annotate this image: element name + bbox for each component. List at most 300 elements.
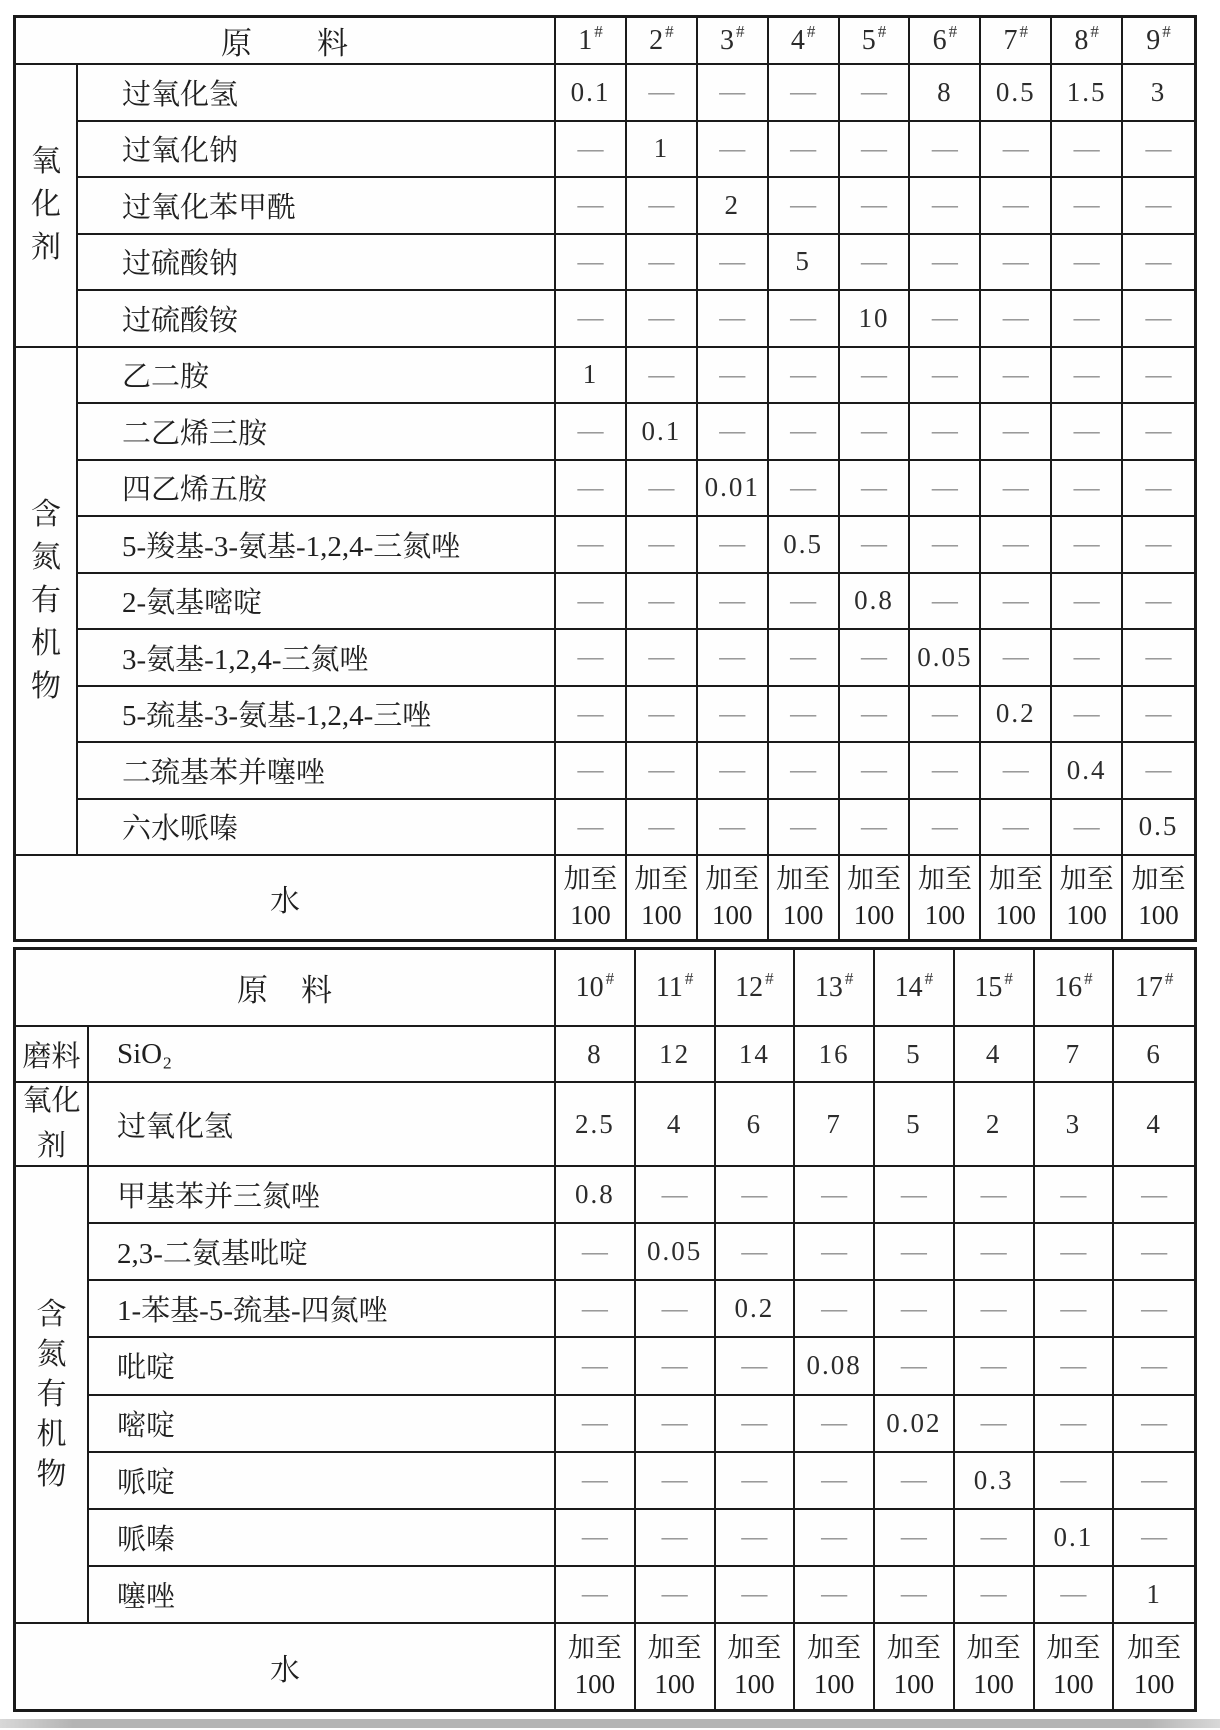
- value-cell: —: [840, 743, 911, 800]
- value-cell: —: [1123, 348, 1194, 405]
- value-cell: —: [716, 1567, 796, 1624]
- value-cell: 1: [1114, 1567, 1194, 1624]
- group-label-char: 剂: [31, 231, 61, 265]
- water-value-line: 加至: [705, 864, 760, 894]
- value-cell: —: [981, 178, 1052, 235]
- water-value-line: 加至: [1046, 1633, 1101, 1663]
- sample-column-header: [627, 18, 698, 65]
- ingredient-name: 六水哌嗪: [78, 800, 556, 857]
- sample-number: 3: [719, 24, 734, 56]
- value-cell: 2: [698, 178, 769, 235]
- value-cell: —: [627, 743, 698, 800]
- value-cell: —: [1035, 1453, 1115, 1510]
- value-cell: —: [1114, 1281, 1194, 1338]
- sample-column-header: [981, 18, 1052, 65]
- value-cell: —: [627, 348, 698, 405]
- value-cell: —: [875, 1224, 955, 1281]
- value-cell: —: [1114, 1338, 1194, 1395]
- ingredient-name: 过硫酸铵: [78, 291, 556, 348]
- water-value-line: 100: [711, 900, 753, 930]
- value-cell: —: [627, 178, 698, 235]
- sample-number-sup-icon: #: [1164, 968, 1174, 988]
- value-cell: —: [769, 65, 840, 122]
- water-value-cell: [1052, 856, 1123, 939]
- value-cell: —: [556, 235, 627, 292]
- sample-column-header: [1123, 18, 1194, 65]
- value-cell: —: [981, 461, 1052, 518]
- value-cell: —: [840, 800, 911, 857]
- value-cell: —: [910, 178, 981, 235]
- ingredient-name: 乙二胺: [78, 348, 556, 405]
- ingredient-name: 2,3-二氨基吡啶: [89, 1224, 556, 1281]
- value-cell: —: [636, 1167, 716, 1224]
- water-value-line: 加至: [988, 864, 1043, 894]
- ingredient-name: 噻唑: [89, 1567, 556, 1624]
- group-label-char: 机: [31, 626, 61, 660]
- value-cell: —: [955, 1510, 1035, 1567]
- sample-number: 10: [575, 971, 604, 1003]
- value-cell: —: [910, 348, 981, 405]
- value-cell: —: [716, 1224, 796, 1281]
- water-row-label: 水: [16, 1624, 556, 1709]
- value-cell: —: [1035, 1338, 1115, 1395]
- water-value-cell: [875, 1624, 955, 1709]
- value-cell: —: [698, 235, 769, 292]
- value-cell: —: [955, 1167, 1035, 1224]
- water-value-cell: [1114, 1624, 1194, 1709]
- sample-column-header: [698, 18, 769, 65]
- sample-column-header: [636, 950, 716, 1027]
- value-cell: —: [840, 404, 911, 461]
- sample-column-header: [955, 950, 1035, 1027]
- value-cell: 0.1: [1035, 1510, 1115, 1567]
- water-value-cell: [840, 856, 911, 939]
- water-value-line: 加至: [846, 864, 901, 894]
- value-cell: —: [955, 1224, 1035, 1281]
- value-cell: —: [556, 687, 627, 744]
- sample-number-sup-icon: #: [1090, 21, 1099, 41]
- value-cell: —: [716, 1167, 796, 1224]
- sample-number: 15: [974, 971, 1003, 1003]
- material-column-header: 原 料: [16, 18, 556, 65]
- value-cell: —: [795, 1281, 875, 1338]
- group-label-char: 氮: [36, 1337, 67, 1371]
- sample-number: 6: [932, 24, 947, 56]
- value-cell: —: [556, 1567, 636, 1624]
- value-cell: 0.1: [556, 65, 627, 122]
- sample-number-sup-icon: #: [1084, 968, 1093, 988]
- water-value-cell: [698, 856, 769, 939]
- value-cell: —: [1052, 348, 1123, 405]
- sample-number-sup-icon: #: [924, 968, 934, 988]
- water-value-cell: [556, 856, 627, 939]
- value-cell: —: [981, 517, 1052, 574]
- value-cell: 0.1: [627, 404, 698, 461]
- value-cell: —: [769, 178, 840, 235]
- value-cell: —: [981, 800, 1052, 857]
- value-cell: —: [795, 1224, 875, 1281]
- value-cell: —: [769, 461, 840, 518]
- value-cell: —: [1035, 1396, 1115, 1453]
- value-cell: 0.01: [698, 461, 769, 518]
- water-value-line: 100: [1053, 1669, 1094, 1699]
- water-value-line: 100: [1138, 900, 1179, 930]
- value-cell: —: [716, 1453, 796, 1510]
- value-cell: 8: [910, 65, 981, 122]
- group-label-char: 机: [36, 1417, 67, 1451]
- value-cell: —: [981, 574, 1052, 631]
- sample-number-sup-icon: #: [1019, 21, 1029, 41]
- sample-number-sup-icon: #: [1162, 21, 1171, 41]
- group-label-char: 含: [36, 1297, 67, 1331]
- formulation-table-samples-1-9: [13, 15, 1197, 942]
- value-cell: 0.5: [1123, 800, 1194, 857]
- value-cell: 12: [636, 1027, 716, 1083]
- sample-column-header: [556, 18, 627, 65]
- value-cell: 6: [1114, 1027, 1194, 1083]
- value-cell: —: [910, 800, 981, 857]
- sample-number: 5: [861, 24, 876, 56]
- water-value-line: 加至: [1059, 864, 1114, 894]
- value-cell: —: [1052, 178, 1123, 235]
- value-cell: 0.8: [840, 574, 911, 631]
- group-label-char: 氮: [31, 540, 61, 574]
- value-cell: 5: [875, 1083, 955, 1167]
- value-cell: —: [627, 291, 698, 348]
- value-cell: —: [769, 404, 840, 461]
- ingredient-name: 过硫酸钠: [78, 235, 556, 292]
- value-cell: —: [636, 1510, 716, 1567]
- sample-number-sup-icon: #: [684, 968, 694, 988]
- value-cell: —: [1123, 630, 1194, 687]
- value-cell: —: [955, 1567, 1035, 1624]
- group-label-char: 物: [36, 1457, 67, 1491]
- water-value-line: 100: [641, 900, 682, 930]
- value-cell: —: [1052, 291, 1123, 348]
- value-cell: —: [769, 687, 840, 744]
- ingredient-name: 二乙烯三胺: [78, 404, 556, 461]
- value-cell: 0.3: [955, 1453, 1035, 1510]
- value-cell: —: [1123, 291, 1194, 348]
- ingredient-name: 过氧化氢: [89, 1083, 556, 1167]
- value-cell: —: [556, 404, 627, 461]
- water-value-line: 100: [924, 900, 966, 930]
- water-value-line: 100: [1133, 1669, 1175, 1699]
- water-value-line: 加至: [1127, 1633, 1182, 1663]
- sample-number: 1: [578, 24, 593, 56]
- value-cell: —: [769, 291, 840, 348]
- value-cell: 2.5: [556, 1083, 636, 1167]
- value-cell: —: [556, 574, 627, 631]
- value-cell: —: [627, 630, 698, 687]
- value-cell: —: [1035, 1567, 1115, 1624]
- value-cell: 8: [556, 1027, 636, 1083]
- page-bottom-scan-shadow: [0, 1719, 1220, 1728]
- value-cell: 4: [1114, 1083, 1194, 1167]
- value-cell: —: [981, 291, 1052, 348]
- sample-number: 8: [1074, 24, 1089, 56]
- water-value-line: 100: [1066, 900, 1107, 930]
- value-cell: —: [875, 1281, 955, 1338]
- ingredient-name: 1-苯基-5-巯基-四氮唑: [89, 1281, 556, 1338]
- value-cell: —: [910, 743, 981, 800]
- value-cell: —: [556, 630, 627, 687]
- sample-number: 2: [649, 24, 664, 56]
- sample-column-header: [875, 950, 955, 1027]
- value-cell: —: [910, 461, 981, 518]
- sample-number: 4: [790, 24, 805, 56]
- water-value-cell: [716, 1624, 796, 1709]
- value-cell: —: [1123, 687, 1194, 744]
- value-cell: —: [698, 800, 769, 857]
- value-cell: —: [556, 178, 627, 235]
- water-value-line: 加至: [563, 864, 618, 894]
- water-value-line: 加至: [727, 1633, 782, 1663]
- value-cell: —: [955, 1396, 1035, 1453]
- water-value-line: 100: [973, 1669, 1014, 1699]
- value-cell: 3: [1123, 65, 1194, 122]
- sample-number-sup-icon: #: [594, 21, 603, 41]
- water-value-line: 加至: [567, 1633, 622, 1663]
- water-value-cell: [556, 1624, 636, 1709]
- value-cell: 0.05: [636, 1224, 716, 1281]
- value-cell: 5: [769, 235, 840, 292]
- value-cell: —: [875, 1338, 955, 1395]
- sample-column-header: [910, 18, 981, 65]
- sample-column-header: [1052, 18, 1123, 65]
- value-cell: —: [556, 517, 627, 574]
- value-cell: 1: [556, 348, 627, 405]
- value-cell: —: [556, 1281, 636, 1338]
- value-cell: —: [1052, 800, 1123, 857]
- sample-number-sup-icon: #: [605, 968, 615, 988]
- value-cell: —: [627, 800, 698, 857]
- group-label-text: 氧化剂: [22, 1085, 81, 1162]
- water-value-line: 100: [813, 1669, 855, 1699]
- water-value-line: 100: [893, 1669, 935, 1699]
- water-value-cell: [769, 856, 840, 939]
- group-label-char: 含: [31, 497, 61, 531]
- value-cell: —: [636, 1338, 716, 1395]
- value-cell: —: [795, 1167, 875, 1224]
- value-cell: 1: [627, 122, 698, 179]
- value-cell: —: [795, 1396, 875, 1453]
- value-cell: —: [627, 461, 698, 518]
- value-cell: —: [556, 1224, 636, 1281]
- sample-number: 9: [1146, 24, 1161, 56]
- value-cell: —: [795, 1510, 875, 1567]
- value-cell: —: [1123, 461, 1194, 518]
- value-cell: —: [698, 687, 769, 744]
- value-cell: —: [636, 1567, 716, 1624]
- value-cell: —: [698, 65, 769, 122]
- value-cell: —: [1052, 461, 1123, 518]
- sample-number-sup-icon: #: [765, 968, 774, 988]
- water-value-line: 加至: [917, 864, 972, 894]
- group-label: [16, 65, 78, 348]
- group-label-char: 有: [36, 1377, 67, 1411]
- value-cell: —: [769, 574, 840, 631]
- sample-number: 11: [655, 971, 683, 1003]
- value-cell: 2: [955, 1083, 1035, 1167]
- water-value-line: 加至: [647, 1633, 702, 1663]
- value-cell: —: [1114, 1510, 1194, 1567]
- value-cell: 0.2: [981, 687, 1052, 744]
- water-value-line: 加至: [807, 1633, 862, 1663]
- value-cell: —: [1123, 404, 1194, 461]
- water-value-cell: [955, 1624, 1035, 1709]
- value-cell: —: [556, 743, 627, 800]
- value-cell: —: [1114, 1167, 1194, 1224]
- group-label-char: 化: [31, 188, 61, 222]
- value-cell: 0.5: [769, 517, 840, 574]
- value-cell: —: [1052, 687, 1123, 744]
- value-cell: 1.5: [1052, 65, 1123, 122]
- sample-number: 12: [735, 971, 764, 1003]
- value-cell: —: [840, 122, 911, 179]
- value-cell: —: [556, 1510, 636, 1567]
- value-cell: —: [627, 687, 698, 744]
- value-cell: —: [636, 1281, 716, 1338]
- group-label-char: 氧: [31, 145, 61, 179]
- water-value-line: 100: [570, 900, 611, 930]
- value-cell: —: [636, 1453, 716, 1510]
- water-value-line: 100: [995, 900, 1037, 930]
- water-value-cell: [795, 1624, 875, 1709]
- value-cell: —: [981, 122, 1052, 179]
- value-cell: —: [1114, 1396, 1194, 1453]
- value-cell: —: [627, 574, 698, 631]
- value-cell: —: [1052, 630, 1123, 687]
- value-cell: 7: [1035, 1027, 1115, 1083]
- ingredient-name: 3-氨基-1,2,4-三氮唑: [78, 630, 556, 687]
- formulation-table-samples-10-17: [13, 947, 1197, 1712]
- ingredient-name: 哌嗪: [89, 1510, 556, 1567]
- ingredient-name: 过氧化苯甲酰: [78, 178, 556, 235]
- value-cell: —: [698, 122, 769, 179]
- value-cell: 0.8: [556, 1167, 636, 1224]
- sample-column-header: [1114, 950, 1194, 1027]
- sample-column-header: [769, 18, 840, 65]
- water-value-line: 100: [574, 1669, 616, 1699]
- value-cell: —: [981, 235, 1052, 292]
- value-cell: 0.4: [1052, 743, 1123, 800]
- value-cell: —: [769, 743, 840, 800]
- water-value-line: 加至: [966, 1633, 1021, 1663]
- value-cell: —: [910, 404, 981, 461]
- ingredient-name: 过氧化钠: [78, 122, 556, 179]
- group-label-text: 磨料: [22, 1040, 81, 1073]
- value-cell: —: [698, 348, 769, 405]
- value-cell: —: [910, 235, 981, 292]
- water-value-line: 100: [654, 1669, 695, 1699]
- material-column-header: 原 料: [16, 950, 556, 1027]
- value-cell: —: [1123, 122, 1194, 179]
- value-cell: —: [556, 461, 627, 518]
- sample-number: 17: [1134, 971, 1163, 1003]
- value-cell: —: [556, 800, 627, 857]
- water-value-cell: [636, 1624, 716, 1709]
- value-cell: —: [769, 122, 840, 179]
- value-cell: 7: [795, 1083, 875, 1167]
- ingredient-name: 嘧啶: [89, 1396, 556, 1453]
- value-cell: —: [769, 348, 840, 405]
- value-cell: —: [1035, 1167, 1115, 1224]
- water-value-line: 加至: [886, 1633, 941, 1663]
- value-cell: —: [698, 630, 769, 687]
- ingredient-name: 5-羧基-3-氨基-1,2,4-三氮唑: [78, 517, 556, 574]
- value-cell: —: [769, 800, 840, 857]
- sample-column-header: [840, 18, 911, 65]
- sample-number-sup-icon: #: [665, 21, 674, 41]
- value-cell: —: [556, 122, 627, 179]
- value-cell: —: [1123, 178, 1194, 235]
- value-cell: —: [556, 1396, 636, 1453]
- water-value-cell: [981, 856, 1052, 939]
- ingredient-name: 过氧化氢: [78, 65, 556, 122]
- value-cell: —: [716, 1338, 796, 1395]
- value-cell: —: [840, 65, 911, 122]
- water-value-line: 加至: [634, 864, 689, 894]
- value-cell: —: [910, 291, 981, 348]
- value-cell: —: [698, 743, 769, 800]
- value-cell: —: [981, 630, 1052, 687]
- value-cell: 10: [840, 291, 911, 348]
- value-cell: —: [556, 291, 627, 348]
- water-value-cell: [627, 856, 698, 939]
- value-cell: —: [698, 404, 769, 461]
- ingredient-name: 四乙烯五胺: [78, 461, 556, 518]
- value-cell: —: [1052, 517, 1123, 574]
- ingredient-name: 5-巯基-3-氨基-1,2,4-三唑: [78, 687, 556, 744]
- value-cell: —: [556, 1453, 636, 1510]
- value-cell: —: [840, 687, 911, 744]
- value-cell: —: [636, 1396, 716, 1453]
- group-label-char: 有: [31, 583, 61, 617]
- water-value-line: 100: [853, 900, 895, 930]
- value-cell: 14: [716, 1027, 796, 1083]
- value-cell: —: [698, 291, 769, 348]
- value-cell: —: [875, 1167, 955, 1224]
- group-label: [16, 348, 78, 857]
- value-cell: —: [910, 574, 981, 631]
- group-label: [16, 1167, 89, 1624]
- value-cell: 0.2: [716, 1281, 796, 1338]
- sample-number: 16: [1054, 971, 1083, 1003]
- sample-column-header: [1035, 950, 1115, 1027]
- sample-number: 14: [894, 971, 923, 1003]
- value-cell: —: [1035, 1281, 1115, 1338]
- value-cell: —: [840, 461, 911, 518]
- sample-number: 13: [814, 971, 843, 1003]
- sample-column-header: [716, 950, 796, 1027]
- value-cell: —: [981, 743, 1052, 800]
- sample-number: 7: [1003, 24, 1018, 56]
- water-value-line: 加至: [776, 864, 831, 894]
- value-cell: —: [1035, 1224, 1115, 1281]
- value-cell: —: [716, 1396, 796, 1453]
- value-cell: —: [698, 517, 769, 574]
- value-cell: —: [769, 630, 840, 687]
- value-cell: —: [627, 65, 698, 122]
- value-cell: —: [795, 1567, 875, 1624]
- water-value-cell: [1123, 856, 1194, 939]
- ingredient-name: 二巯基苯并噻唑: [78, 743, 556, 800]
- value-cell: —: [981, 404, 1052, 461]
- sample-number-sup-icon: #: [806, 21, 816, 41]
- ingredient-name: 吡啶: [89, 1338, 556, 1395]
- value-cell: —: [910, 517, 981, 574]
